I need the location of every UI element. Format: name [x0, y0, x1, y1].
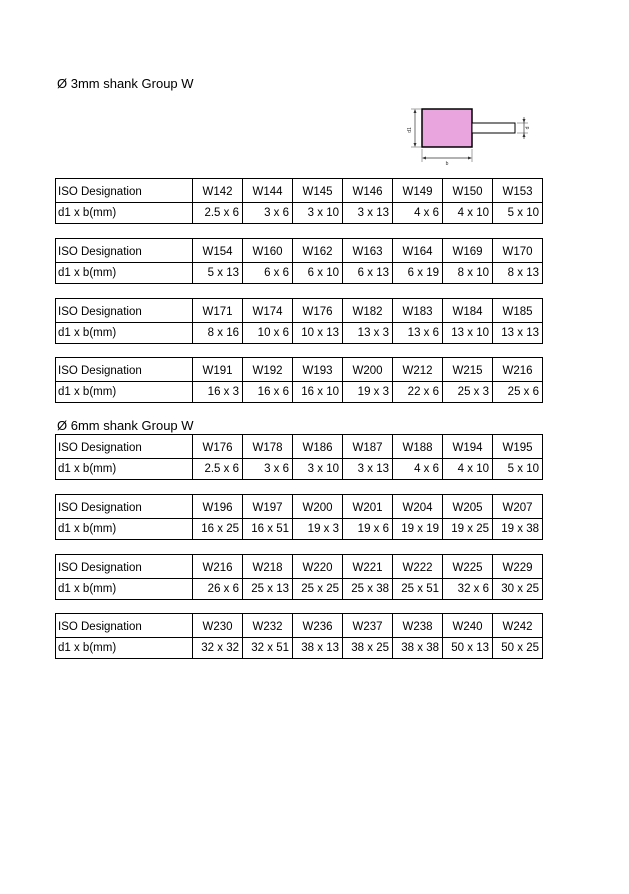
dimension-cell: 3 x 13: [343, 203, 393, 224]
iso-code-cell: W171: [193, 299, 243, 323]
iso-code-cell: W216: [193, 555, 243, 579]
dimension-cell: 19 x 38: [493, 519, 543, 540]
dimension-label: d1 x b(mm): [56, 519, 193, 540]
dimension-cell: 8 x 10: [443, 263, 493, 284]
dimension-cell: 25 x 51: [393, 579, 443, 600]
iso-code-cell: W220: [293, 555, 343, 579]
dimension-cell: 25 x 6: [493, 382, 543, 403]
iso-code-cell: W230: [193, 614, 243, 638]
iso-code-cell: W232: [243, 614, 293, 638]
iso-code-cell: W240: [443, 614, 493, 638]
dimension-cell: 25 x 25: [293, 579, 343, 600]
iso-code-cell: W192: [243, 358, 293, 382]
iso-code-cell: W163: [343, 239, 393, 263]
dimension-cell: 16 x 6: [243, 382, 293, 403]
dimension-cell: 19 x 19: [393, 519, 443, 540]
dimension-cell: 6 x 13: [343, 263, 393, 284]
heading-3mm-shank: Ø 3mm shank Group W: [57, 76, 194, 91]
iso-code-cell: W154: [193, 239, 243, 263]
dimension-cell: 30 x 25: [493, 579, 543, 600]
iso-code-cell: W149: [393, 179, 443, 203]
dimension-cell: 3 x 10: [293, 203, 343, 224]
dimension-cell: 16 x 10: [293, 382, 343, 403]
group3mm-table-3: [55, 298, 543, 344]
dimension-cell: 38 x 13: [293, 638, 343, 659]
iso-code-cell: W197: [243, 495, 293, 519]
iso-code-cell: W186: [293, 435, 343, 459]
iso-code-cell: W169: [443, 239, 493, 263]
iso-code-cell: W229: [493, 555, 543, 579]
dimension-cell: 8 x 13: [493, 263, 543, 284]
dimension-cell: 16 x 3: [193, 382, 243, 403]
group6mm-table-4: [55, 613, 543, 659]
iso-designation-label: ISO Designation: [56, 555, 193, 579]
iso-code-cell: W196: [193, 495, 243, 519]
iso-code-cell: W238: [393, 614, 443, 638]
dimension-cell: 5 x 10: [493, 459, 543, 480]
iso-code-cell: W237: [343, 614, 393, 638]
group6mm-table-2: [55, 494, 543, 540]
iso-code-cell: W236: [293, 614, 343, 638]
iso-code-cell: W212: [393, 358, 443, 382]
iso-designation-label: ISO Designation: [56, 358, 193, 382]
iso-code-cell: W160: [243, 239, 293, 263]
iso-code-cell: W146: [343, 179, 393, 203]
dimension-cell: 50 x 25: [493, 638, 543, 659]
dimension-cell: 10 x 13: [293, 323, 343, 344]
dimension-cell: 16 x 25: [193, 519, 243, 540]
iso-code-cell: W200: [293, 495, 343, 519]
iso-code-cell: W174: [243, 299, 293, 323]
iso-code-cell: W201: [343, 495, 393, 519]
iso-code-cell: W222: [393, 555, 443, 579]
dimension-cell: 13 x 3: [343, 323, 393, 344]
iso-code-cell: W162: [293, 239, 343, 263]
dimension-cell: 19 x 3: [293, 519, 343, 540]
diagram-label-shank: d: [525, 126, 531, 130]
iso-code-cell: W207: [493, 495, 543, 519]
group6mm-table-3: [55, 554, 543, 600]
dimension-cell: 26 x 6: [193, 579, 243, 600]
dimension-cell: 32 x 51: [243, 638, 293, 659]
iso-code-cell: W144: [243, 179, 293, 203]
iso-designation-label: ISO Designation: [56, 299, 193, 323]
dimension-cell: 5 x 13: [193, 263, 243, 284]
heading-6mm-shank: Ø 6mm shank Group W: [57, 418, 194, 433]
dimension-cell: 4 x 10: [443, 459, 493, 480]
dimension-label: d1 x b(mm): [56, 203, 193, 224]
dimension-cell: 3 x 6: [243, 459, 293, 480]
iso-code-cell: W182: [343, 299, 393, 323]
iso-code-cell: W178: [243, 435, 293, 459]
dimension-cell: 25 x 13: [243, 579, 293, 600]
iso-code-cell: W216: [493, 358, 543, 382]
dimension-cell: 13 x 13: [493, 323, 543, 344]
dimension-cell: 16 x 51: [243, 519, 293, 540]
iso-code-cell: W194: [443, 435, 493, 459]
iso-code-cell: W200: [343, 358, 393, 382]
iso-code-cell: W218: [243, 555, 293, 579]
shank: [472, 123, 515, 133]
mounted-point-diagram: [402, 103, 532, 169]
dimension-label: d1 x b(mm): [56, 579, 193, 600]
dimension-label: d1 x b(mm): [56, 323, 193, 344]
dimension-cell: 19 x 6: [343, 519, 393, 540]
iso-code-cell: W188: [393, 435, 443, 459]
iso-code-cell: W221: [343, 555, 393, 579]
iso-code-cell: W215: [443, 358, 493, 382]
iso-designation-label: ISO Designation: [56, 495, 193, 519]
dimension-cell: 8 x 16: [193, 323, 243, 344]
dimension-cell: 13 x 6: [393, 323, 443, 344]
iso-code-cell: W170: [493, 239, 543, 263]
iso-code-cell: W184: [443, 299, 493, 323]
dimension-cell: 6 x 6: [243, 263, 293, 284]
dimension-cell: 19 x 3: [343, 382, 393, 403]
dimension-cell: 6 x 19: [393, 263, 443, 284]
iso-code-cell: W142: [193, 179, 243, 203]
iso-code-cell: W183: [393, 299, 443, 323]
iso-code-cell: W195: [493, 435, 543, 459]
iso-designation-label: ISO Designation: [56, 435, 193, 459]
dimension-label: d1 x b(mm): [56, 459, 193, 480]
dimension-cell: 4 x 6: [393, 203, 443, 224]
diagram-label-b: b: [445, 161, 449, 167]
dimension-cell: 38 x 38: [393, 638, 443, 659]
dimension-label: d1 x b(mm): [56, 638, 193, 659]
iso-code-cell: W225: [443, 555, 493, 579]
iso-code-cell: W187: [343, 435, 393, 459]
iso-code-cell: W204: [393, 495, 443, 519]
iso-code-cell: W176: [293, 299, 343, 323]
iso-code-cell: W153: [493, 179, 543, 203]
dimension-cell: 19 x 25: [443, 519, 493, 540]
iso-code-cell: W193: [293, 358, 343, 382]
dimension-cell: 32 x 6: [443, 579, 493, 600]
dimension-cell: 13 x 10: [443, 323, 493, 344]
dimension-cell: 3 x 6: [243, 203, 293, 224]
dimension-cell: 2.5 x 6: [193, 203, 243, 224]
dimension-cell: 5 x 10: [493, 203, 543, 224]
dimension-cell: 25 x 3: [443, 382, 493, 403]
dimension-label: d1 x b(mm): [56, 382, 193, 403]
iso-code-cell: W145: [293, 179, 343, 203]
dimension-label: d1 x b(mm): [56, 263, 193, 284]
iso-code-cell: W205: [443, 495, 493, 519]
iso-designation-label: ISO Designation: [56, 614, 193, 638]
stone-body: [422, 109, 472, 147]
group3mm-table-1: [55, 178, 543, 224]
diagram-label-d1: d1: [407, 127, 413, 133]
dimension-cell: 25 x 38: [343, 579, 393, 600]
dimension-cell: 32 x 32: [193, 638, 243, 659]
iso-code-cell: W185: [493, 299, 543, 323]
dimension-cell: 4 x 10: [443, 203, 493, 224]
dimension-cell: 10 x 6: [243, 323, 293, 344]
dimension-cell: 22 x 6: [393, 382, 443, 403]
iso-code-cell: W164: [393, 239, 443, 263]
dimension-cell: 2.5 x 6: [193, 459, 243, 480]
dimension-cell: 4 x 6: [393, 459, 443, 480]
group6mm-table-1: [55, 434, 543, 480]
iso-code-cell: W191: [193, 358, 243, 382]
iso-designation-label: ISO Designation: [56, 179, 193, 203]
iso-code-cell: W150: [443, 179, 493, 203]
dimension-cell: 38 x 25: [343, 638, 393, 659]
dimension-cell: 3 x 13: [343, 459, 393, 480]
group3mm-table-2: [55, 238, 543, 284]
iso-code-cell: W242: [493, 614, 543, 638]
dimension-cell: 50 x 13: [443, 638, 493, 659]
iso-designation-label: ISO Designation: [56, 239, 193, 263]
group3mm-table-4: [55, 357, 543, 403]
dimension-cell: 6 x 10: [293, 263, 343, 284]
iso-code-cell: W176: [193, 435, 243, 459]
dimension-cell: 3 x 10: [293, 459, 343, 480]
